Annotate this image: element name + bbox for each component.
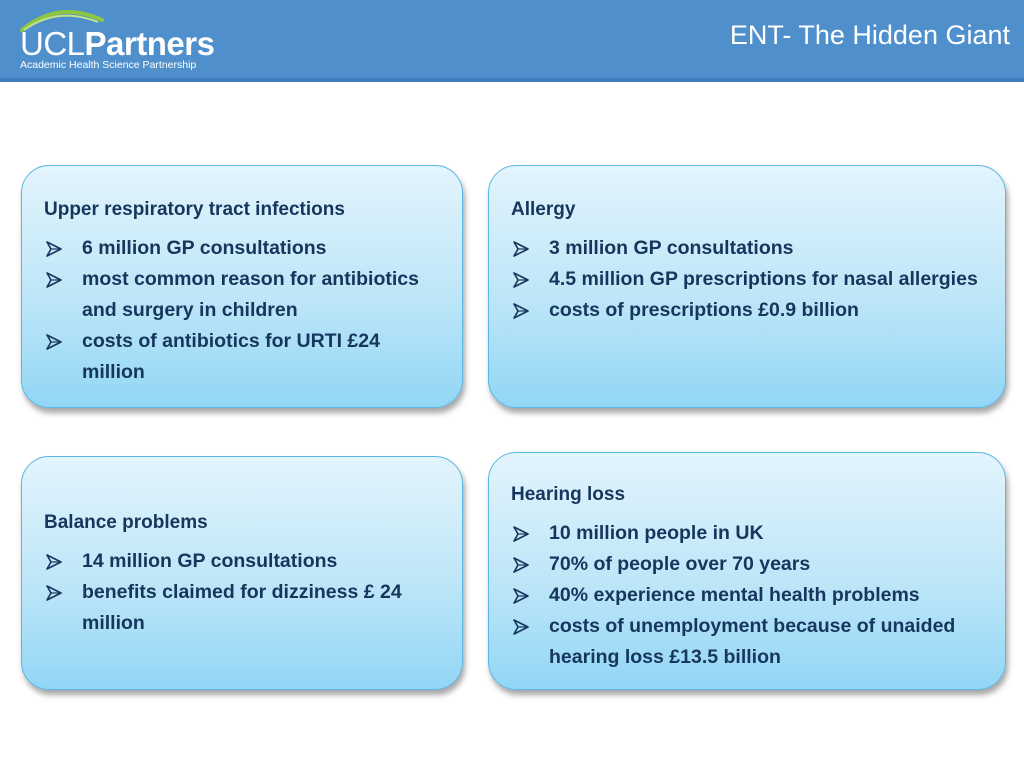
bullet-list <box>44 546 444 639</box>
arrowhead-icon <box>513 241 529 257</box>
arrowhead-icon <box>513 272 529 288</box>
bullet-list <box>511 233 987 326</box>
bullet-text: 14 million GP consultations <box>82 550 338 572</box>
bullet-text: costs of unemployment because of unaided hearing loss £13.5 billion <box>549 615 956 668</box>
list-item <box>44 577 444 639</box>
list-item <box>511 518 987 549</box>
bullet-text: most common reason for antibiotics and surgery in children <box>82 268 419 321</box>
bullet-text: 4.5 million GP prescriptions for nasal allergies <box>549 268 978 290</box>
logo-word-ucl: UCL <box>20 25 85 62</box>
bullet-text: 6 million GP consultations <box>82 237 327 259</box>
bullet-text: 40% experience mental health problems <box>549 584 920 606</box>
list-item <box>44 326 444 388</box>
list-item <box>511 295 987 326</box>
panel-hearing-loss <box>488 452 1006 690</box>
bullet-text: 3 million GP consultations <box>549 237 794 259</box>
bullet-text: 70% of people over 70 years <box>549 553 811 575</box>
header-divider <box>0 78 1024 82</box>
arrowhead-icon <box>513 588 529 604</box>
logo-word-partners: Partners <box>84 25 215 62</box>
uclpartners-logo <box>18 6 238 72</box>
arrowhead-icon <box>46 554 62 570</box>
panel-title: Allergy <box>511 199 576 220</box>
panel-balance <box>21 456 463 690</box>
bullet-text: costs of prescriptions £0.9 billion <box>549 299 859 321</box>
panel-urti <box>21 165 463 408</box>
list-item <box>511 264 987 295</box>
arrowhead-icon <box>46 585 62 601</box>
panel-title: Balance problems <box>44 512 208 533</box>
bullet-list <box>511 518 987 673</box>
arrowhead-icon <box>46 334 62 350</box>
arrowhead-icon <box>46 272 62 288</box>
bullet-text: 10 million people in UK <box>549 522 764 544</box>
arrowhead-icon <box>513 303 529 319</box>
bullet-text: benefits claimed for dizziness £ 24 million <box>82 581 402 634</box>
arrowhead-icon <box>513 526 529 542</box>
list-item <box>511 233 987 264</box>
arrowhead-icon <box>46 241 62 257</box>
logo-wordmark <box>20 26 214 62</box>
panel-title: Hearing loss <box>511 484 626 505</box>
list-item <box>44 264 444 326</box>
arrowhead-icon <box>513 557 529 573</box>
panel-allergy <box>488 165 1006 408</box>
list-item <box>44 233 444 264</box>
arrowhead-icon <box>513 619 529 635</box>
list-item <box>511 611 987 673</box>
logo-tagline: Academic Health Science Partnership <box>20 59 197 71</box>
list-item <box>511 580 987 611</box>
header-bar <box>0 0 1024 82</box>
list-item <box>511 549 987 580</box>
bullet-list <box>44 233 444 388</box>
panel-title: Upper respiratory tract infections <box>44 199 345 220</box>
slide-title: ENT- The Hidden Giant <box>729 20 1010 50</box>
list-item <box>44 546 444 577</box>
bullet-text: costs of antibiotics for URTI £24 million <box>82 330 380 383</box>
